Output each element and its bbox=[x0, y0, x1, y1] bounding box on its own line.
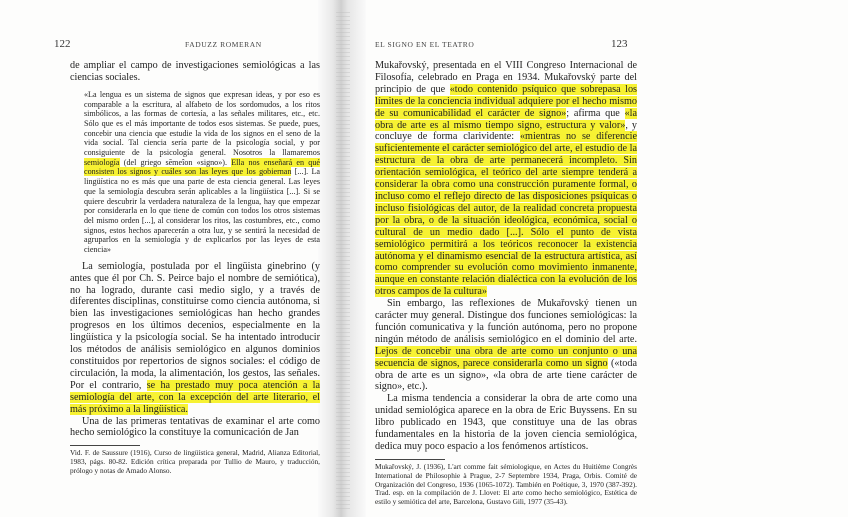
left-page-body bbox=[70, 60, 320, 476]
right-page-body bbox=[375, 60, 637, 507]
footnote-rule bbox=[70, 445, 140, 446]
quote-part-b: (del griego sēmeîon «signo»). bbox=[123, 157, 227, 167]
left-paragraph-semiologia bbox=[70, 261, 320, 416]
right-page bbox=[375, 0, 637, 517]
footnote-rule bbox=[375, 459, 445, 460]
p1-highlight-contenido: «todo contenido psíquico que sobrepasa los límites de la conciencia individual adquiere por el hecho mismo de su comunicabilidad el carácter de signo» bbox=[375, 83, 638, 119]
scan-noise bbox=[336, 12, 350, 512]
p2-text-a: Sin embargo, las reflexiones de Mukařovský tienen un carácter muy general. Distingue dos funciones semiológicas: la función comunicativa y la función autónoma, pero no propone ningún método de análisis semiológico en el dominio del arte. bbox=[375, 298, 637, 345]
para2-highlight: se ha prestado muy poca atención a la semiología del arte, con la excepción del arte literario, el más próximo a la lingüística. bbox=[70, 379, 321, 415]
right-page-number: 123 bbox=[611, 38, 628, 50]
p2-text-b: («toda obra de arte es un signo», «la obra de arte tiene carácter de signo», etc.). bbox=[375, 357, 638, 393]
p1-highlight-mientras: «mientras no se diferencie suficientemente el carácter semiológico del arte, el estudio de la estructura de la obra de arte permanecerá incompleto. Sin orientación semiológica, el teórico del arte siempre tenderá a considerar la obra como una construcción puramente formal, o incluso como el reflejo directo de las disposiciones psíquicas o incluso fisiológicas del autor, de la realidad concreta propuesta por la obra, o de la situación ideológica, económica, social o cultural de un medio dado [...]. Sólo el punto de vista semiológico permitirá a los teóricos reconocer la existencia autónoma y el dinamismo esencial de la estructura artística, así como comprender su evolución como movimiento inmanente, aunque en constante relación dialéctica con la evolución de los otros campos de la cultura» bbox=[375, 131, 637, 298]
right-paragraph-mukarovsky bbox=[375, 60, 637, 298]
p1-text-a: Mukařovský, presentada en el VIII Congreso Internacional de Filosofía, celebrado en Praga en 1934. Mukařovský parte del principio de que bbox=[375, 60, 637, 95]
left-page-number: 122 bbox=[54, 38, 71, 50]
right-footnote: Mukařovský, J. (1936), L'art comme fait sémiologique, en Actes du Huitième Congrès International de Philosophie à Prague, 2-7 Septembre 1934, Praga, Orbis. Comité de Organización del Congreso, 1936 (1065-1072). También en Poétique, 3, 1970 (387-392). Trad. esp. en la compilación de J. Llovet: El arte como hecho semiológico, Estética de estilo y semiótica del arte, Barcelona, Gustavo Gili, 1977 (35-43). bbox=[375, 461, 637, 507]
quote-highlight-signos: Ella nos enseñará en qué consisten los signos y cuáles son las leyes que los gobiernan bbox=[84, 157, 320, 177]
p2-highlight: Lejos de concebir una obra de arte como un conjunto o una secuencia de signos, parece considerarla como un signo bbox=[375, 345, 637, 369]
right-paragraph-buyssens: La misma tendencia a considerar la obra de arte como una unidad semiológica aparece en la obra de Eric Buyssens. En su libro publicado en 1943, que constituye una de las obras fundamentales en la historia de la joven ciencia semiológica, dedica muy poco espacio a los fenómenos artísticos. bbox=[375, 393, 637, 452]
saussure-quote bbox=[84, 90, 320, 255]
right-paragraph-reflexiones bbox=[375, 298, 637, 393]
quote-part-a: «La lengua es un sistema de signos que expresan ideas, y por eso es comparable a la escritura, al alfabeto de los sordomudos, a los ritos simbólicos, a las formas de cortesía, a las señales militares, etc., etc. Sólo que es el más importante de todos esos sistemas. Se puede, pues, concebir una ciencia que estudie la vida de los signos en el seno de la vida social. Tal ciencia sería parte de la psicología social, y por consiguiente de la psicología general. Nosotros la llamaremos bbox=[84, 89, 320, 158]
left-running-head: FADUZZ ROMERAN bbox=[185, 40, 262, 49]
left-intro-paragraph: de ampliar el campo de investigaciones semiológicas a las ciencias sociales. bbox=[70, 60, 320, 83]
left-page bbox=[54, 0, 325, 517]
p1-text-c: , y concluye de forma clarividente: bbox=[375, 119, 637, 143]
quote-part-c: [...]. La lingüística no es más que una parte de esta ciencia general. Las leyes que la semiología descubra serán aplicables a la lingüística [...]. Si se quiere descubrir la verdadera naturaleza de la lengua, hay que empezar por considerarla en lo que tiene de común con todos los otros sistemas del mismo orden [...], al considerar los ritos, las costumbres, etc., como signos, estos hechos aparecerán a otra luz, y se sentirá la necesidad de agruparlos en la semiología y de explicarlos por las leyes de esta ciencia» bbox=[84, 167, 320, 255]
left-footnote: Vid. F. de Saussure (1916), Curso de lingüística general, Madrid, Alianza Editorial, 1983, págs. 80-82. Edición crítica preparada por Tullio de Mauro, y traducción, prólogo y notas de Amado Alonso. bbox=[70, 448, 320, 475]
para2-text: La semiología, postulada por el lingüista ginebrino (y antes que él por Ch. S. Peirce bajo el nombre de semiótica), no ha logrado, durante casi medio siglo, y a través de diferentes disciplinas, constituirse como ciencia autónoma, si bien las investigaciones semiológicas han hecho grandes progresos en los últimos decenios, especialmente en la lingüística y la psicología social. Se ha intentado introducir los métodos de análisis semiológico en algunos dominios constituidos por repertorios de signos sociales: el código de circulación, la moda, la alimentación, los gestos, las señales. Por el contrario, bbox=[70, 260, 320, 391]
p1-text-b: ; afirma que bbox=[566, 107, 620, 119]
right-running-head: EL SIGNO EN EL TEATRO bbox=[375, 40, 475, 49]
left-paragraph-tentativas: Una de las primeras tentativas de examinar el arte como hecho semiológico la constituye la comunicación de Jan bbox=[70, 415, 320, 439]
p1-highlight-obra: «la obra de arte es al mismo tiempo signo, estructura y valor» bbox=[375, 107, 638, 131]
quote-highlight-semiologia: semiología bbox=[84, 157, 120, 167]
